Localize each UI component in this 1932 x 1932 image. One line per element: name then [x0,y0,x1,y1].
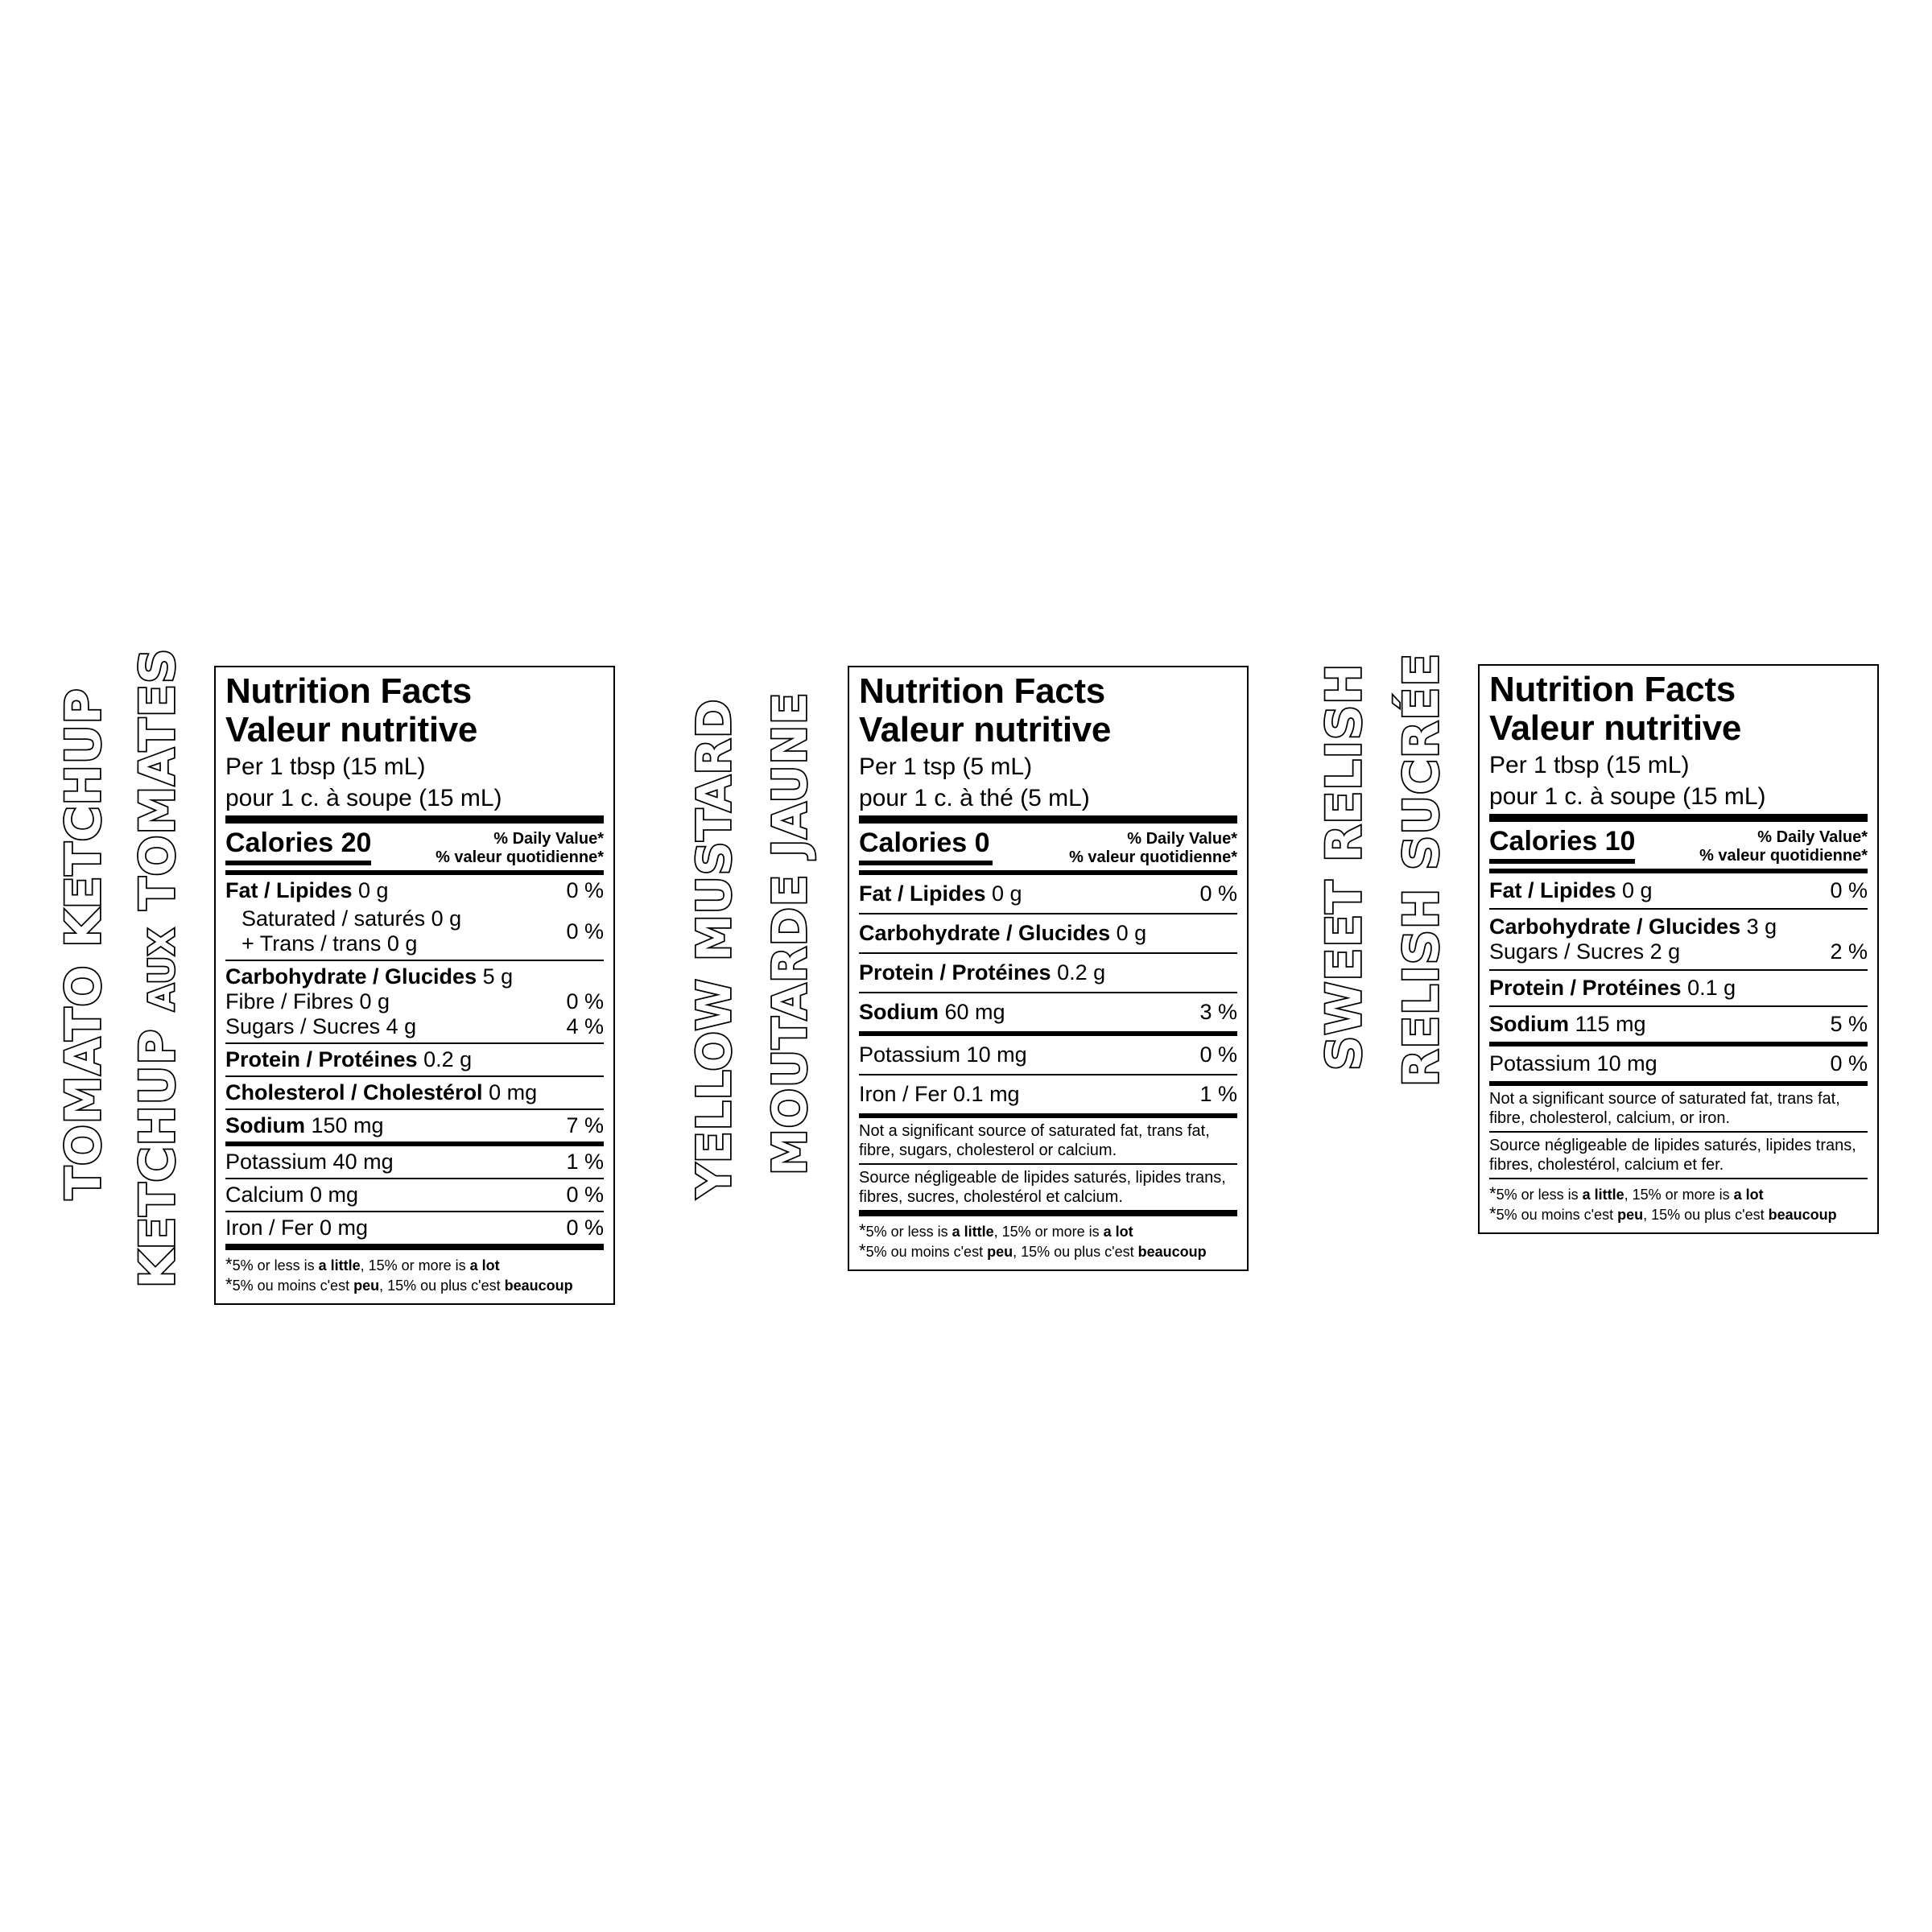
daily-value-en: % Daily Value* [1127,830,1237,848]
footnote: *5% or less is a little, 15% or more is a lot *5% ou moins c'est peu, 15% ou plus c'est beaucoup [225,1244,604,1295]
protein-row: Protein / Protéines 0.1 g [1489,969,1868,1005]
calories-row [859,827,1237,867]
fat-row: Fat / Lipides 0 g 0 % [859,870,1237,913]
serving-size-fr: pour 1 c. à soupe (15 mL) [1489,783,1766,810]
carbohydrate-group: Carbohydrate / Glucides 5 g Fibre / Fibres 0 g 0 % Sugars / Sucres 4 g 4 % [225,960,604,1042]
calories-value: 0 [974,828,990,858]
footnote: *5% or less is a little, 15% or more is a lot *5% ou moins c'est peu, 15% ou plus c'est beaucoup [1489,1178,1868,1224]
panel-title-en: Nutrition Facts [1489,670,1736,709]
footnote: *5% or less is a little, 15% or more is a lot *5% ou moins c'est peu, 15% ou plus c'est beaucoup [859,1210,1237,1261]
sugars-row: Sugars / Sucres 2 g 2 % [1489,939,1868,964]
serving-size-en: Per 1 tsp (5 mL) [859,753,1033,780]
iron-row: Iron / Fer 0.1 mg 1 % [859,1074,1237,1113]
sodium-row: Sodium 60 mg 3 % [859,992,1237,1031]
daily-value-fr: % valeur quotidienne* [1069,848,1237,866]
calories-value: 10 [1604,826,1636,857]
calories-label: Calories [859,828,968,858]
nutrition-panel-relish [1478,664,1879,1234]
note-fr: Source négligeable de lipides saturés, lipides trans, fibres, cholestérol, calcium et fer. [1489,1131,1868,1178]
serving-size-fr: pour 1 c. à thé (5 mL) [859,785,1090,811]
potassium-row: Potassium 10 mg 0 % [1489,1042,1868,1081]
daily-value-fr: % valeur quotidienne* [1699,847,1868,865]
fat-row: Fat / Lipides 0 g 0 % [225,870,604,906]
sodium-row: Sodium 150 mg 7 % [225,1108,604,1141]
serving-size-en: Per 1 tbsp (15 mL) [225,753,426,780]
protein-row: Protein / Protéines 0.2 g [859,952,1237,992]
sodium-row: Sodium 115 mg 5 % [1489,1005,1868,1042]
daily-value-en: % Daily Value* [493,830,604,848]
potassium-row: Potassium 10 mg 0 % [859,1031,1237,1074]
serving-size-fr: pour 1 c. à soupe (15 mL) [225,785,502,811]
calories-underline [225,861,371,865]
calories-row [1489,825,1868,865]
calories-underline [859,861,993,865]
calories-underline [1489,859,1635,864]
nutrition-panel-mustard [848,666,1249,1271]
panel-title-fr: Valeur nutritive [859,710,1112,749]
panel-title-fr: Valeur nutritive [225,710,478,749]
calories-label: Calories [1489,826,1598,857]
note-en: Not a significant source of saturated fat, trans fat, fibre, cholesterol, calcium, or iron. [1489,1081,1868,1131]
fibre-row: Fibre / Fibres 0 g 0 % [225,989,604,1013]
carbohydrate-group: Carbohydrate / Glucides 3 g Sugars / Sucres 2 g 2 % [1489,908,1868,969]
divider [225,815,604,824]
calcium-row: Calcium 0 mg 0 % [225,1178,604,1211]
potassium-row: Potassium 40 mg 1 % [225,1141,604,1178]
note-en: Not a significant source of saturated fat, trans fat, fibre, sugars, cholesterol or calcium. [859,1113,1237,1163]
fat-row: Fat / Lipides 0 g 0 % [1489,869,1868,908]
divider [1489,814,1868,822]
note-fr: Source négligeable de lipides saturés, lipides trans, fibres, sucres, cholestérol et calcium. [859,1163,1237,1210]
iron-row: Iron / Fer 0 mg 0 % [225,1211,604,1244]
daily-value-en: % Daily Value* [1757,828,1868,846]
daily-value-fr: % valeur quotidienne* [436,848,604,866]
cholesterol-row: Cholesterol / Cholestérol 0 mg [225,1075,604,1108]
calories-value: 20 [341,828,372,858]
panel-title-en: Nutrition Facts [225,671,472,711]
sugars-row: Sugars / Sucres 4 g 4 % [225,1014,604,1038]
protein-row: Protein / Protéines 0.2 g [225,1042,604,1075]
calories-label: Calories [225,828,334,858]
panel-title-fr: Valeur nutritive [1489,708,1742,748]
calories-row [225,827,604,867]
carbohydrate-row: Carbohydrate / Glucides 0 g [859,913,1237,952]
divider [859,815,1237,824]
saturated-trans-row: Saturated / saturés 0 g + Trans / trans 0 g 0 % [242,906,604,956]
nutrition-panel-ketchup [214,666,615,1305]
panel-title-en: Nutrition Facts [859,671,1105,711]
serving-size-en: Per 1 tbsp (15 mL) [1489,752,1690,778]
